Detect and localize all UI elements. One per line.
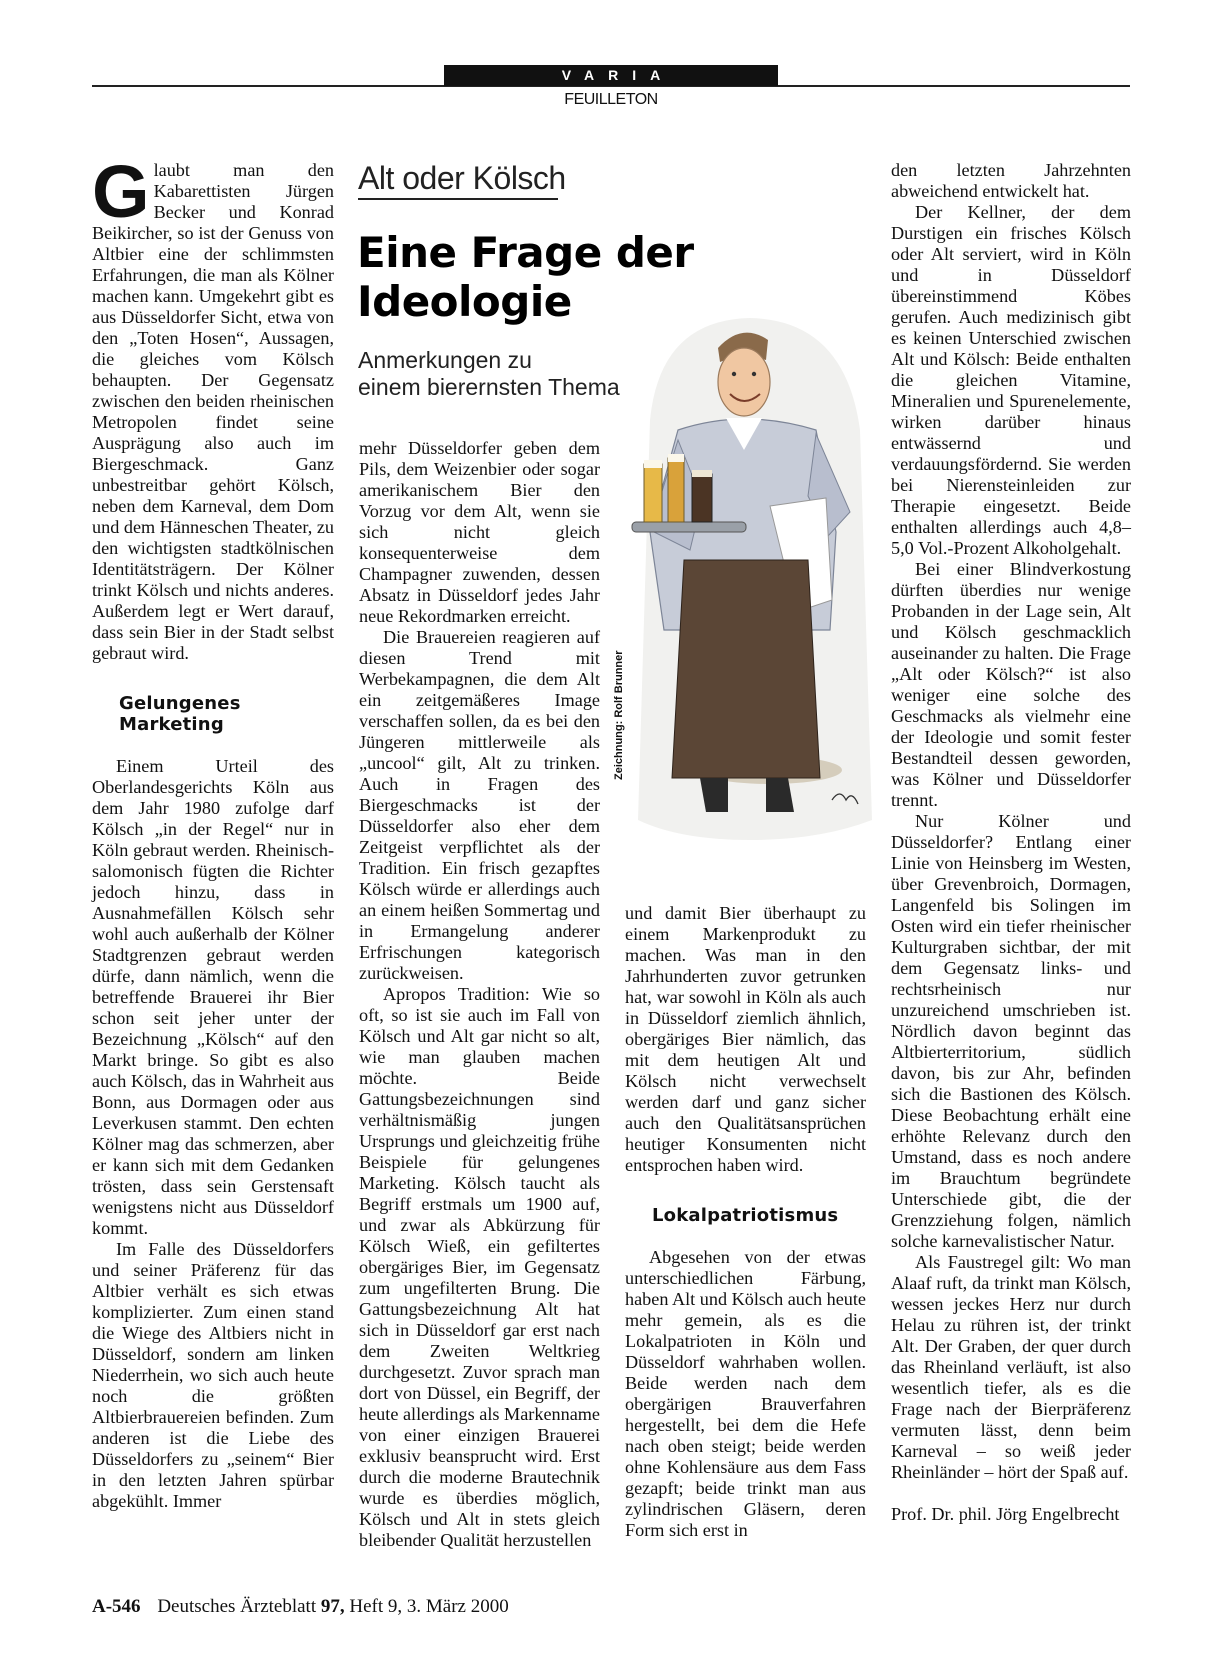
illustration-credit: Zeichnung: Rolf Brunner — [613, 650, 625, 780]
beer-glass-icon — [644, 464, 662, 522]
paragraph: Apropos Tradition: Wie so oft, so ist sie auch im Fall von Kölsch und Alt gar nicht so alt, wie man glauben machen möchte. Beide Gattungsbezeichnungen sind verhältnismäßig jungen Ursprungs und gleichzeitig frühe Beispiele für gelungenes Marketing. Kölsch taucht als Begriff erstmals um 1900 auf, und zwar als Abkürzung für Kölsch Wieß, ein gefiltertes obergäriges Bier, im Gegensatz zum ungefilterten Brung. Die Gattungsbezeichnung Alt hat sich in Düsseldorf gar erst nach dem Zweiten Weltkrieg durchgesetzt. Zuvor sprach man dort von Düssel, ein Begriff, der heute allerdings als Markenname von einer einzigen Brauerei exklusiv beansprucht wird. Erst durch die moderne Brautechnik wurde es überdies möglich, Kölsch und Alt in stets gleich bleibender Qualität herzustellen — [359, 984, 600, 1550]
apron-icon — [672, 560, 820, 778]
page-footer — [92, 1596, 509, 1618]
journal-issue: Heft 9, 3. März 2000 — [349, 1596, 509, 1617]
article-deck — [358, 347, 628, 401]
paragraph: Abgesehen von der etwas unterschiedlichen Färbung, haben Alt und Kölsch auch heute mehr gemein, als es die Lokalpatrioten in Köln und Düsseldorf wahrhaben wollen. Beide werden nach dem obergärigen Brauverfahren hergestellt, bei dem die Hefe nach oben steigt; beide werden ohne Kohlensäure aus dem Fass gezapft; beide trinkt man aus zylindrischen Gläsern, deren Form sich erst in — [625, 1247, 866, 1540]
article-column-1 — [92, 150, 334, 1512]
beer-foam-icon — [692, 470, 712, 477]
eye-icon — [752, 372, 756, 376]
subsection-label: FEUILLETON — [564, 91, 658, 108]
paragraph: Im Falle des Düsseldorfers und seiner Präferenz für das Altbier verhält es sich etwas komplizierter. Zum einen stand die Wiege des Altbiers nicht in Düsseldorf, sondern am linken Niederrhein, wo sich auch heute noch die größten Altbierbrauereien befinden. Zum anderen ist die Liebe des Düsseldorfers zu „seinem“ Bier in den letzten Jahren spürbar abgekühlt. Immer — [92, 1239, 334, 1511]
subhead-lokalpatriotismus: Lokalpatriotismus — [652, 1205, 839, 1226]
paragraph: mehr Düsseldorfer geben dem Pils, dem Weizenbier oder sogar amerikanischem Bier den Vorzug vor dem Alt, wenn sie sich nicht gleich konsequenterweise dem Champagner zuwenden, dessen Absatz in Düsseldorf jedes Jahr neue Rekordmarken erreicht. — [359, 438, 600, 626]
paragraph: Als Faustregel gilt: Wo man Alaaf ruft, da trinkt man Kölsch, wessen jeckes Herz nur durch Helau zu rühren ist, der trinkt Alt. Der Graben, der quer durch das Rheinland verläuft, ist also wesentlich tiefer, als es die Frage nach der Bierpräferenz vermuten lässt, denn beim Karneval – so weiß jeder Rheinländer – hört der Spaß auf. — [891, 1252, 1131, 1482]
deck-line: einem bierernsten Thema — [358, 374, 620, 400]
article-kicker: Alt oder Kölsch — [358, 160, 566, 196]
headline-line: Ideologie — [357, 277, 572, 326]
waiter-illustration — [620, 300, 880, 878]
intro-paragraph — [92, 150, 334, 664]
paragraph: Bei einer Blindverkostung dürften überdies nur wenige Probanden in der Lage sein, Alt und Kölsch geschmacklich auseinander zu halten. Die Frage „Alt oder Kölsch?“ ist also weniger eine solche des Geschmacks als vielmehr eine der Ideologie und somit fester Bestandteil dessen geworden, was Kölner und Düsseldorfer trennt. — [891, 559, 1131, 810]
eye-icon — [732, 372, 736, 376]
subhead-line: Gelungenes — [119, 693, 241, 714]
article-column-4 — [891, 160, 1131, 1525]
beer-foam-icon — [644, 460, 662, 468]
tray-icon — [632, 522, 746, 532]
paragraph: und damit Bier überhaupt zu einem Markenprodukt zu machen. Was man in den Jahrhunderten zuvor getrunken hat, war sowohl in Köln als auch in Düsseldorf ziemlich ähnlich, obergäriges Bier nämlich, das mit dem heutigen Alt und Kölsch nicht verwechselt werden darf und ganz sicher auch den Qualitätsansprüchen heutiger Konsumenten nicht entsprochen haben wird. — [625, 903, 866, 1175]
section-label: VARIA — [444, 65, 778, 86]
beer-foam-icon — [668, 454, 684, 462]
deck-line: Anmerkungen zu — [358, 347, 532, 373]
paragraph: Einem Urteil des Oberlandesgerichts Köln aus dem Jahr 1980 zufolge darf Kölsch „in der Regel“ nur in Köln gebraut werden. Rheinisch-salomonisch fügten die Richter jedoch hinzu, dass in Ausnahmefällen Kölsch sehr wohl auch außerhalb der Kölner Stadtgrenzen gebraut werden dürfe, dann nämlich, wenn die betreffende Brauerei ihr Bier schon seit jeher unter der Bezeichnung „Kölsch“ auf den Markt bringe. So gibt es also auch Kölsch, das in Wahrheit aus Bonn, aus Dormagen oder aus Leverkusen stammt. Den echten Kölner mag das schmerzen, aber er kann sich mit dem Gedanken trösten, dass sein Gerstensaft wenigstens nicht aus Düsseldorf kommt. — [92, 756, 334, 1238]
subhead-line: Marketing — [119, 714, 224, 735]
face-icon — [718, 348, 770, 416]
article-column-2 — [359, 438, 600, 1551]
intro-text: laubt man den Kabarettisten Jürgen Becker und Konrad Beikircher, so ist der Genuss von Altbier eine der schlimmsten Erfahrungen, die man als Kölner machen kann. Umgekehrt gibt es aus Düsseldorfer Sicht, etwa von den „Toten Hosen“, Aussagen, die gleiches vom Kölsch behaupten. Der Gegensatz zwischen den beiden rheinischen Metropolen findet seine Ausprägung also auch im Biergeschmack. Ganz unbestreitbar gehört Kölsch, neben dem Karneval, dem Dom und dem Hänneschen Theater, zu den wichtigsten stadtkölnischen Identitätsträgern. Der Kölner trinkt Kölsch und nichts anderes. Außerdem legt er Wert darauf, dass sein Bier in der Stadt selbst gebraut wird. — [92, 160, 334, 663]
journal-name: Deutsches Ärzteblatt — [157, 1596, 317, 1617]
paragraph: Der Kellner, der dem Durstigen ein frisches Kölsch oder Alt serviert, wird in Köln und in Düsseldorf übereinstimmend Köbes gerufen. Auch medizinisch gibt es keinen Unterschied zwischen Alt und Kölsch: Beide enthalten die gleichen Vitamine, Mineralien und Spurenelemente, wirken darüber hinaus entwässernd und verdauungsfördernd. Sie werden bei Nierensteinleiden zur Therapie eingesetzt. Beide enthalten allerdings auch 4,8–5,0 Vol.-Prozent Alkoholgehalt. — [891, 202, 1131, 558]
paragraph: den letzten Jahrzehnten abweichend entwickelt hat. — [891, 160, 1131, 201]
kicker-rule — [358, 198, 558, 200]
subhead-marketing — [119, 693, 334, 735]
headline-line: Eine Frage der — [357, 228, 694, 277]
beer-glass-icon — [668, 458, 684, 522]
journal-volume: 97, — [320, 1596, 345, 1617]
dropcap: G — [92, 150, 150, 233]
altbier-glass-icon — [692, 474, 712, 522]
paragraph: Die Brauereien reagieren auf diesen Trend mit Werbekampagnen, die dem Alt ein zeitgemäßeres Image verschaffen sollen, da es bei den Jüngeren mittlerweile als „uncool“ gilt, Alt zu trinken. Auch in Fragen des Biergeschmacks ist der Düsseldorfer also eher dem Zeitgeist verpflichtet als der Tradition. Ein frisch gezapftes Kölsch würde er allerdings auch an einem heißen Sommertag und in Ermangelung anderer Erfrischungen kategorisch zurückweisen. — [359, 627, 600, 983]
author-byline: Prof. Dr. phil. Jörg Engelbrecht — [891, 1504, 1120, 1524]
article-column-3 — [625, 903, 866, 1541]
paragraph: Nur Kölner und Düsseldorfer? Entlang einer Linie von Heinsberg im Westen, über Grevenbroich, Dormagen, Langenfeld bis Solingen im Osten wird ein tiefer rheinischer Kulturgraben sichtbar, der mit dem Gegensatz links- und rechtsrheinisch nur unzureichend umschrieben ist. Nördlich davon beginnt das Altbierterritorium, südlich davon, bis zur Ahr, befinden sich die Bastionen des Kölsch. Diese Beobachtung erhält eine erhöhte Relevanz durch den Umstand, dass es noch andere im Brauchtum begründete Unterschiede gibt, die der Grenzziehung folgen, nämlich solche karnevalistischer Natur. — [891, 811, 1131, 1251]
page-number: A-546 — [92, 1596, 141, 1617]
